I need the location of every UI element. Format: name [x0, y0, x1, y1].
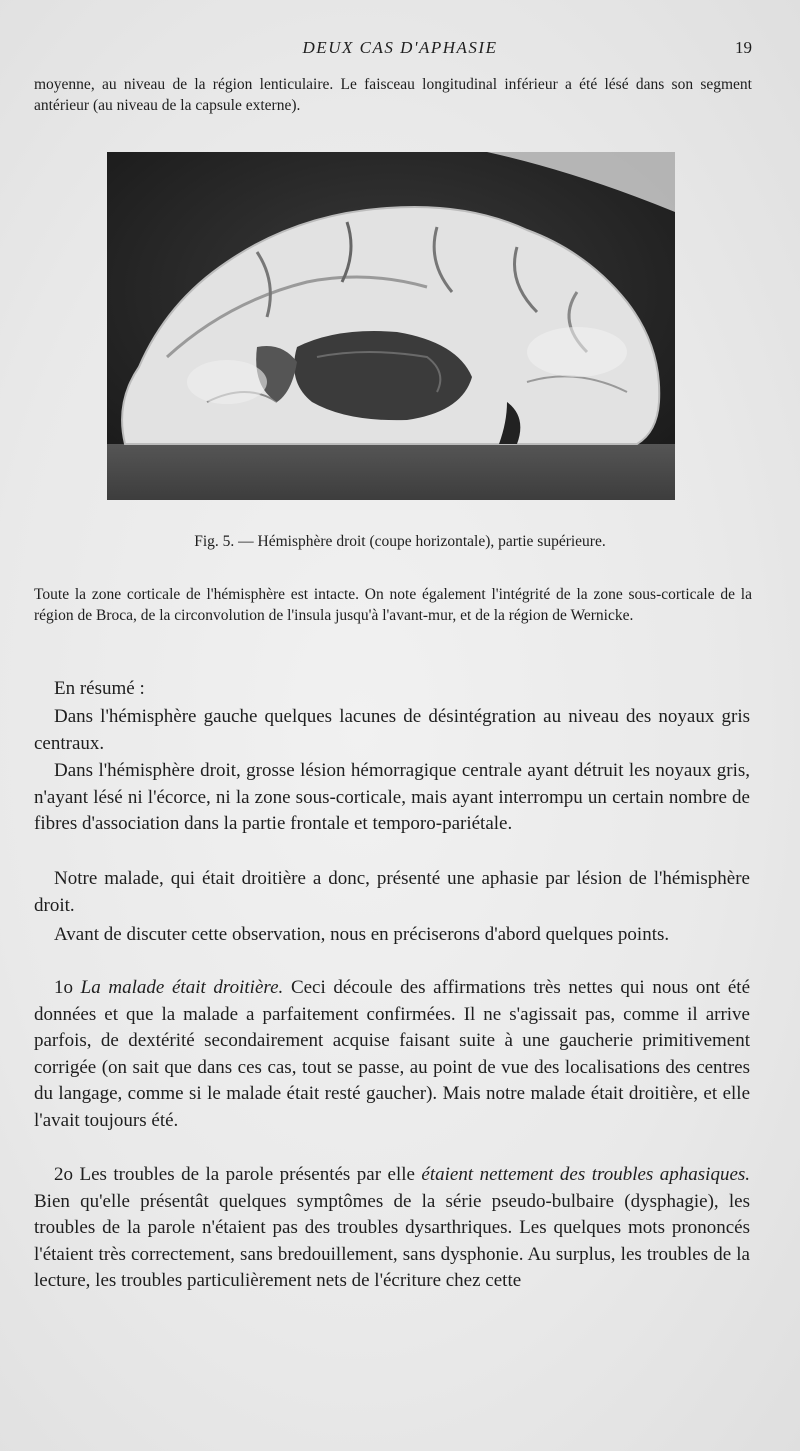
point-two-number: 2o: [54, 1164, 73, 1185]
paragraph-conclusion-text: Notre malade, qui était droitière a donc, présenté une aphasie par lésion de l'hémisphère droit.: [34, 868, 750, 916]
running-title: DEUX CAS D'APHASIE: [302, 38, 498, 57]
paragraph-conclusion: [34, 866, 750, 919]
paragraph-point-one: [34, 975, 750, 1134]
paragraph-point-two-text: [34, 1162, 750, 1295]
point-one-body: Ceci découle des affirmations très nettes qui nous ont été données et que la malade a parfaitement confirmées. Il ne s'agissait pas, comme il arrive parfois, de dextérité secondairement acquise faisant suite à une gaucherie primitivement corrigée (on sait que dans ces cas, tout se passe, au point de vue des localisations des centres du langage, comme si le malade était resté gaucher). Mais notre malade était droitière, et elle l'avait toujours été.: [34, 977, 750, 1131]
figure-note: Toute la zone corticale de l'hémisphère est intacte. On note également l'intégrité de la zone sous-corticale de la région de Broca, de la circonvolution de l'insula jusqu'à l'avant-mur, et de la région de Wernicke.: [34, 586, 752, 624]
point-two-lead: Les troubles de la parole présentés par elle: [79, 1164, 415, 1185]
running-head: [0, 34, 800, 58]
summary-heading: [34, 676, 750, 703]
paragraph-right-hemisphere-text: Dans l'hémisphère droit, grosse lésion hémorragique centrale ayant détruit les noyaux gris, n'ayant lésé ni l'écorce, ni la zone sous-corticale, mais ayant interrompu un certain nombre de fibres d'association dans la partie frontale et temporo-pariétale.: [34, 760, 750, 834]
paragraph-point-one-text: [34, 975, 750, 1134]
summary-heading-text: En résumé :: [54, 678, 145, 699]
brain-illustration: [107, 152, 675, 500]
paragraph-left-hemisphere: [34, 704, 750, 757]
intro-paragraph: moyenne, au niveau de la région lenticulaire. Le faisceau longitudinal inférieur a été lésé dans son segment antérieur (au niveau de la capsule externe).: [34, 76, 752, 114]
point-two-body: Bien qu'elle présentât quelques symptômes de la série pseudo-bulbaire (dysphagie), les troubles de la parole n'étaient pas des troubles dysarthriques. Les quelques mots prononcés l'étaient très correctement, sans bredouillement, sans dysphonie. Au surplus, les troubles de la lecture, les troubles particulièrement nets de l'écriture chez cette: [34, 1190, 750, 1291]
brain-section-photograph: [107, 152, 675, 500]
point-two-title: étaient nettement des troubles aphasiques.: [421, 1164, 751, 1185]
paragraph-discussion-intro: [34, 922, 750, 949]
point-one-number: 1o: [54, 977, 73, 998]
paragraph-discussion-intro-text: Avant de discuter cette observation, nous en préciserons d'abord quelques points.: [54, 924, 670, 945]
paragraph-left-hemisphere-text: Dans l'hémisphère gauche quelques lacunes de désintégration au niveau des noyaux gris centraux.: [34, 706, 750, 754]
point-one-title: La malade était droitière.: [80, 977, 284, 998]
figure-caption: Fig. 5. — Hémisphère droit (coupe horizontale), partie supérieure.: [194, 533, 606, 550]
paragraph-point-two: [34, 1162, 750, 1295]
paragraph-right-hemisphere: [34, 758, 750, 838]
page-number: 19: [735, 38, 752, 57]
